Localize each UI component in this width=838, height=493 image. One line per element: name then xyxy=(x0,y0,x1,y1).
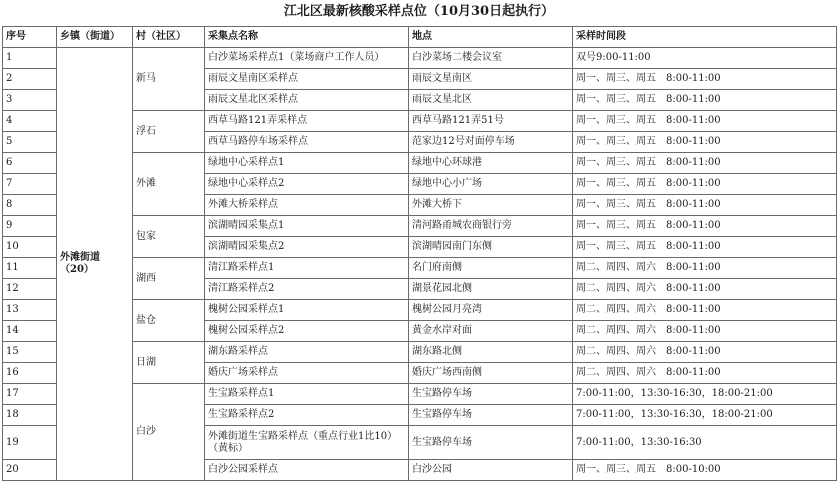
village-cell: 新马 xyxy=(133,48,205,111)
time-cell: 周一、周三、周五 8:00-11:00 xyxy=(573,174,837,195)
point-cell: 绿地中心采样点1 xyxy=(205,153,409,174)
village-cell: 包家 xyxy=(133,216,205,258)
village-cell: 盐仓 xyxy=(133,300,205,342)
seq-cell: 5 xyxy=(3,132,57,153)
sampling-points-table xyxy=(2,26,837,481)
location-cell: 湖景花园北侧 xyxy=(409,279,573,300)
time-cell: 周二、周四、周六 8:00-11:00 xyxy=(573,300,837,321)
point-cell: 滨湖晴园采集点1 xyxy=(205,216,409,237)
seq-cell: 18 xyxy=(3,405,57,426)
point-cell: 滨湖晴园采集点2 xyxy=(205,237,409,258)
seq-cell: 2 xyxy=(3,69,57,90)
time-cell: 周一、周三、周五 8:00-11:00 xyxy=(573,111,837,132)
seq-cell: 8 xyxy=(3,195,57,216)
time-cell: 周一、周三、周五 8:00-11:00 xyxy=(573,237,837,258)
time-cell: 周二、周四、周六 8:00-11:00 xyxy=(573,321,837,342)
seq-cell: 7 xyxy=(3,174,57,195)
seq-cell: 12 xyxy=(3,279,57,300)
point-cell: 婚庆广场采样点 xyxy=(205,363,409,384)
point-cell: 绿地中心采样点2 xyxy=(205,174,409,195)
location-cell: 范家边12号对面停车场 xyxy=(409,132,573,153)
time-cell: 周二、周四、周六 8:00-11:00 xyxy=(573,258,837,279)
point-cell: 西草马路121弄采样点 xyxy=(205,111,409,132)
table-header-row xyxy=(3,27,837,48)
point-cell: 生宝路采样点2 xyxy=(205,405,409,426)
seq-cell: 17 xyxy=(3,384,57,405)
town-count: （20） xyxy=(60,264,94,275)
time-cell: 周一、周三、周五 8:00-11:00 xyxy=(573,195,837,216)
town-name: 外滩街道 xyxy=(60,252,100,263)
time-cell: 周一、周三、周五 8:00-11:00 xyxy=(573,216,837,237)
point-cell: 湖东路采样点 xyxy=(205,342,409,363)
seq-cell: 20 xyxy=(3,460,57,481)
location-cell: 滨湖晴园南门东侧 xyxy=(409,237,573,258)
time-cell: 周一、周三、周五 8:00-11:00 xyxy=(573,69,837,90)
seq-cell: 11 xyxy=(3,258,57,279)
location-cell: 湖东路北侧 xyxy=(409,342,573,363)
time-cell: 7:00-11:00，13:30-16:30，18:00-21:00 xyxy=(573,405,837,426)
page-title: 江北区最新核酸采样点位（10月30日起执行） xyxy=(283,4,555,19)
location-cell: 白沙公园 xyxy=(409,460,573,481)
village-cell: 外滩 xyxy=(133,153,205,216)
table-row xyxy=(3,48,837,69)
location-cell: 生宝路停车场 xyxy=(409,384,573,405)
seq-cell: 3 xyxy=(3,90,57,111)
town-cell xyxy=(57,48,133,481)
seq-cell: 4 xyxy=(3,111,57,132)
location-cell: 绿地中心环球港 xyxy=(409,153,573,174)
location-cell: 西草马路121弄51号 xyxy=(409,111,573,132)
point-cell: 清江路采样点2 xyxy=(205,279,409,300)
seq-cell: 15 xyxy=(3,342,57,363)
location-cell: 槐树公园月亮湾 xyxy=(409,300,573,321)
location-cell: 黄金水岸对面 xyxy=(409,321,573,342)
header-village: 村（社区） xyxy=(133,27,205,48)
seq-cell: 14 xyxy=(3,321,57,342)
location-cell: 名门府南侧 xyxy=(409,258,573,279)
header-town: 乡镇（街道） xyxy=(57,27,133,48)
seq-cell: 10 xyxy=(3,237,57,258)
point-cell: 外滩大桥采样点 xyxy=(205,195,409,216)
time-cell: 周一、周三、周五 8:00-11:00 xyxy=(573,153,837,174)
seq-cell: 19 xyxy=(3,426,57,460)
point-cell: 外滩街道生宝路采样点（重点行业1比10）（黄标） xyxy=(205,426,409,460)
location-cell: 白沙菜场二楼会议室 xyxy=(409,48,573,69)
time-cell: 周二、周四、周六 8:00-11:00 xyxy=(573,363,837,384)
time-cell: 周一、周三、周五 8:00-11:00 xyxy=(573,90,837,111)
seq-cell: 1 xyxy=(3,48,57,69)
time-cell: 周一、周三、周五 8:00-10:00 xyxy=(573,460,837,481)
seq-cell: 9 xyxy=(3,216,57,237)
location-cell: 生宝路停车场 xyxy=(409,426,573,460)
point-cell: 白沙菜场采样点1（菜场商户工作人员） xyxy=(205,48,409,69)
header-time: 采样时间段 xyxy=(573,27,837,48)
location-cell: 绿地中心小广场 xyxy=(409,174,573,195)
time-cell: 7:00-11:00，13:30-16:30，18:00-21:00 xyxy=(573,384,837,405)
village-cell: 浮石 xyxy=(133,111,205,153)
header-location: 地点 xyxy=(409,27,573,48)
village-cell: 日湖 xyxy=(133,342,205,384)
village-cell: 白沙 xyxy=(133,384,205,481)
time-cell: 7:00-11:00，13:30-16:30 xyxy=(573,426,837,460)
location-cell: 雨辰文星南区 xyxy=(409,69,573,90)
seq-cell: 6 xyxy=(3,153,57,174)
header-point: 采集点名称 xyxy=(205,27,409,48)
location-cell: 雨辰文星北区 xyxy=(409,90,573,111)
point-cell: 雨辰文星南区采样点 xyxy=(205,69,409,90)
seq-cell: 16 xyxy=(3,363,57,384)
time-cell: 双号9:00-11:00 xyxy=(573,48,837,69)
location-cell: 清河路甬城农商银行旁 xyxy=(409,216,573,237)
time-cell: 周二、周四、周六 8:00-11:00 xyxy=(573,342,837,363)
village-cell: 湖西 xyxy=(133,258,205,300)
location-cell: 生宝路停车场 xyxy=(409,405,573,426)
point-cell: 槐树公园采样点2 xyxy=(205,321,409,342)
location-cell: 婚庆广场西南侧 xyxy=(409,363,573,384)
point-cell: 生宝路采样点1 xyxy=(205,384,409,405)
time-cell: 周一、周三、周五 8:00-11:00 xyxy=(573,132,837,153)
point-cell: 雨辰文星北区采样点 xyxy=(205,90,409,111)
point-cell: 槐树公园采样点1 xyxy=(205,300,409,321)
time-cell: 周二、周四、周六 8:00-11:00 xyxy=(573,279,837,300)
seq-cell: 13 xyxy=(3,300,57,321)
location-cell: 外滩大桥下 xyxy=(409,195,573,216)
point-cell: 西草马路停车场采样点 xyxy=(205,132,409,153)
header-seq: 序号 xyxy=(3,27,57,48)
point-cell: 白沙公园采样点 xyxy=(205,460,409,481)
point-cell: 清江路采样点1 xyxy=(205,258,409,279)
